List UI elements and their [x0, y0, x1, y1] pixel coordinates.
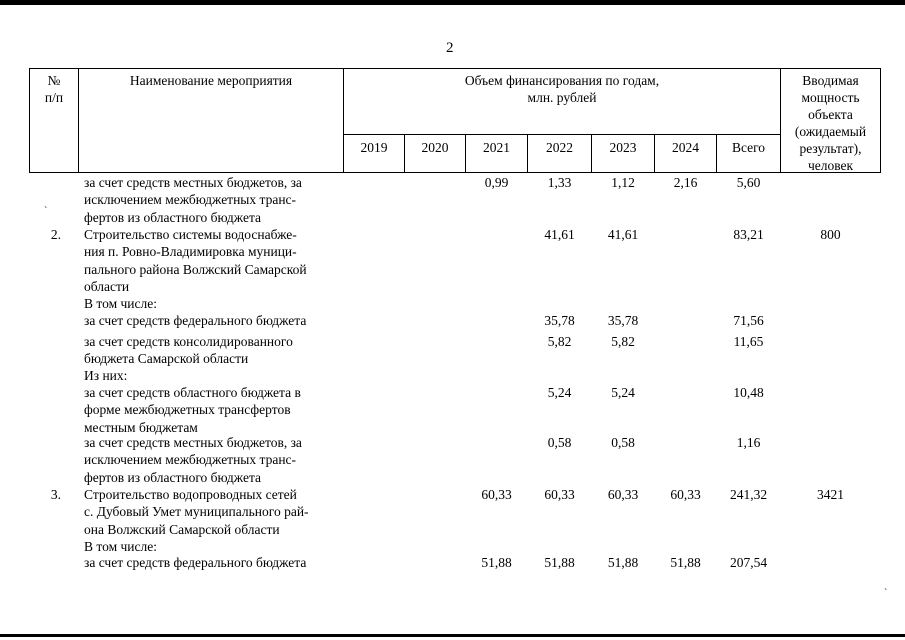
value-2022: 0,58 [547, 435, 572, 450]
value-total: 1,16 [736, 435, 761, 450]
value-2023: 0,58 [611, 435, 635, 450]
value-2022: 5,82 [547, 334, 572, 349]
header-year-2020: 2020 [421, 140, 449, 155]
header-year-2023: 2023 [609, 140, 637, 155]
row-description: В том числе: [84, 296, 157, 311]
scan-mark: ` [884, 588, 888, 599]
header-year-2024: 2024 [672, 140, 699, 155]
header-year-2022: 2022 [546, 140, 573, 155]
header-top-border [29, 68, 881, 69]
value-capacity: 3421 [817, 487, 844, 502]
page-number: 2 [446, 40, 454, 56]
row-description: Строительство водопроводных сетей с. Дубовый Умет муниципального рай- она Волжский Самарской области [84, 487, 309, 537]
header-bottom-border [29, 172, 881, 173]
value-2022: 35,78 [544, 313, 575, 328]
header-capacity-label: Вводимая мощность объекта (ожидаемый результат), человек [794, 73, 867, 173]
value-total: 83,21 [733, 227, 764, 242]
value-2023: 35,78 [607, 313, 639, 328]
value-2022: 41,61 [544, 227, 575, 242]
value-total: 241,32 [729, 487, 768, 502]
value-2022: 51,88 [544, 555, 575, 570]
scan-mark: ` [44, 206, 48, 217]
value-2024: 2,16 [673, 175, 698, 190]
row-description: за счет средств местных бюджетов, за исключением межбюджетных транс- фертов из областного бюджета [84, 175, 302, 225]
row-description: В том числе: [84, 539, 157, 554]
row-number: 3. [50, 487, 61, 502]
header-year-2021: 2021 [483, 140, 510, 155]
value-2023: 5,24 [611, 385, 635, 400]
value-total: 10,48 [733, 385, 764, 400]
value-total: 207,54 [729, 555, 768, 570]
value-2021: 0,99 [484, 175, 509, 190]
years-top-border [343, 134, 780, 135]
row-description: за счет средств консолидированного бюджета Самарской области [84, 334, 293, 367]
header-divider [880, 68, 881, 173]
value-2023: 51,88 [607, 555, 639, 570]
value-2022: 5,24 [547, 385, 572, 400]
value-2024: 51,88 [670, 555, 701, 570]
top-border [0, 0, 905, 5]
value-2023: 1,12 [611, 175, 635, 190]
row-description: за счет средств местных бюджетов, за исключением межбюджетных транс- фертов из областного бюджета [84, 435, 302, 485]
header-funding-label: Объем финансирования по годам, млн. рублей [464, 73, 660, 105]
value-2022: 1,33 [547, 175, 572, 190]
header-year-2019: 2019 [360, 140, 388, 155]
row-description: за счет средств федерального бюджета [84, 555, 307, 570]
bottom-border [0, 634, 905, 637]
value-total: 71,56 [733, 313, 764, 328]
value-2022: 60,33 [544, 487, 575, 502]
row-description: Из них: [84, 368, 128, 383]
value-2023: 60,33 [607, 487, 639, 502]
value-2021: 60,33 [481, 487, 512, 502]
row-number: 2. [50, 227, 61, 242]
header-num-label: № п/п [44, 73, 64, 105]
value-2021: 51,88 [481, 555, 512, 570]
value-2023: 41,61 [607, 227, 639, 242]
value-2023: 5,82 [611, 334, 635, 349]
value-total: 11,65 [733, 334, 764, 349]
header-name-label: Наименование мероприятия [129, 73, 293, 88]
row-description: Строительство системы водоснабже- ния п. Ровно-Владимировка муници- пального района Волжский Самарской области [84, 227, 307, 295]
header-total: Всего [731, 140, 766, 155]
value-capacity: 800 [820, 227, 841, 242]
row-description: за счет средств федерального бюджета [84, 313, 307, 328]
value-total: 5,60 [736, 175, 761, 190]
row-description: за счет средств областного бюджета в форме межбюджетных трансфертов местным бюджетам [84, 385, 301, 435]
value-2024: 60,33 [670, 487, 701, 502]
